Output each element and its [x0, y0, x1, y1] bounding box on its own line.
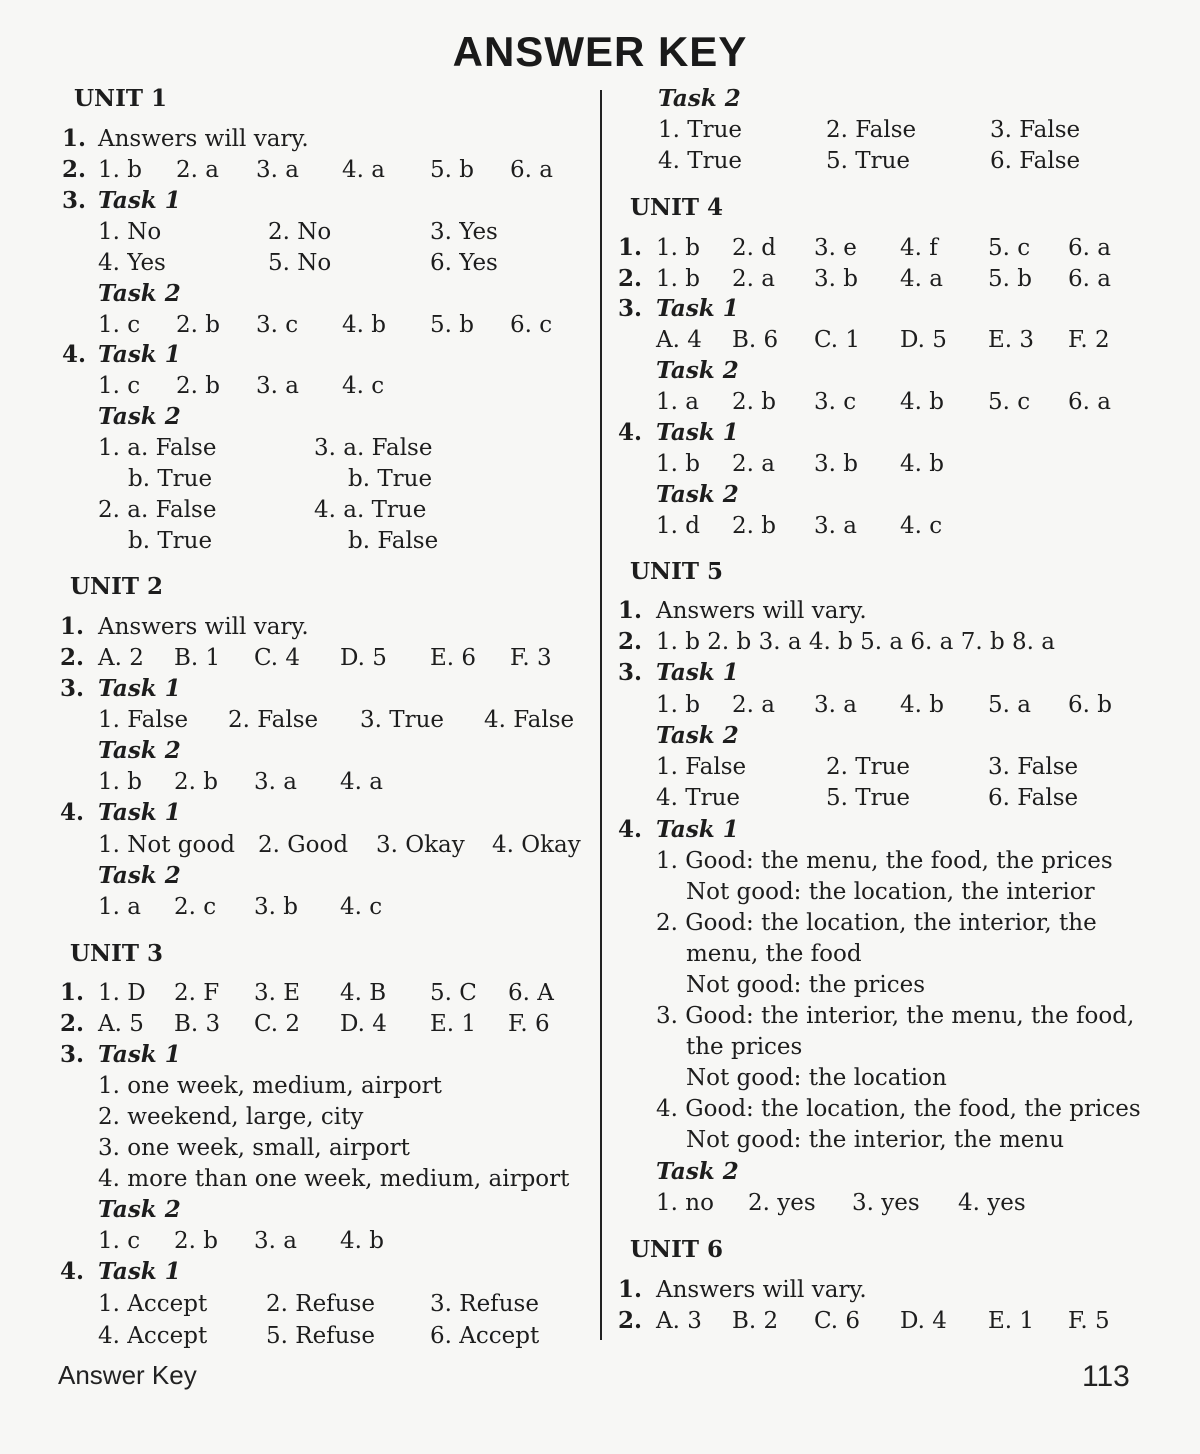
answer-line: [58, 340, 588, 370]
answer-cell: 1. Accept: [98, 1291, 208, 1317]
answer-line: [58, 705, 588, 735]
answer-cell: b. True: [348, 466, 433, 492]
answer-cell: 4. Okay: [492, 832, 581, 858]
question-number: 3.: [618, 659, 643, 686]
question-number: 2.: [618, 1307, 643, 1334]
question-number: 4.: [62, 341, 87, 368]
answer-cell: 1. a. False: [98, 435, 217, 461]
answer-cell: 6. a: [1068, 389, 1111, 415]
answer-line: [58, 612, 588, 642]
answer-cell: 4. b: [900, 451, 944, 477]
answer-cell: 1. c: [98, 312, 141, 338]
unit-heading: [614, 1235, 1154, 1265]
question-number: 1.: [62, 125, 87, 152]
answer-line: [58, 674, 588, 704]
answer-line: [614, 1275, 1154, 1305]
page-number: 113: [1082, 1360, 1130, 1393]
question-number: 4.: [60, 1258, 85, 1285]
column-divider: [600, 90, 602, 1340]
question-number: 3.: [618, 295, 643, 322]
answer-cell: 1. c: [98, 1228, 141, 1254]
unit-heading: [614, 193, 1154, 223]
answer-line: [614, 233, 1154, 263]
answer-cell: A. 3: [656, 1308, 702, 1334]
answer-cell: 3. Okay: [376, 832, 465, 858]
answer-cell: 4. c: [900, 513, 943, 539]
answer-cell: 5. True: [826, 785, 911, 811]
answer-line: [614, 480, 1154, 510]
answer-line: [58, 798, 588, 828]
answer-text: Answers will vary.: [656, 598, 867, 624]
answer-line: [58, 978, 588, 1008]
answer-cell: 4. c: [342, 373, 385, 399]
answer-cell: 1. Not good: [98, 832, 235, 858]
answer-cell: 4. True: [656, 785, 741, 811]
answer-cell: 4. True: [658, 148, 743, 174]
answer-cell: 1. b: [656, 235, 700, 261]
answer-line: [614, 146, 1154, 176]
unit-2-heading: UNIT 2: [70, 573, 163, 600]
answer-cell: F. 3: [510, 645, 552, 671]
task-label: Task 2: [98, 862, 181, 889]
answer-cell: B. 1: [174, 645, 221, 671]
answer-cell: F. 2: [1068, 327, 1110, 353]
answer-cell: 2. b: [732, 513, 776, 539]
answer-line: [614, 294, 1154, 324]
answer-cell: 2. No: [268, 219, 332, 245]
question-number: 3.: [60, 675, 85, 702]
answer-cell: 4. a: [340, 769, 383, 795]
answer-cell: 6. A: [508, 980, 554, 1006]
unit-heading: [58, 84, 588, 114]
answer-cell: 1. b: [656, 266, 700, 292]
answer-cell: 3. a: [814, 692, 857, 718]
answer-cell: b. False: [348, 528, 439, 554]
task-label: Task 1: [98, 187, 181, 214]
answer-line: [614, 84, 1154, 114]
answer-cell: 2. a. False: [98, 497, 217, 523]
answer-cell: 1. a: [656, 389, 699, 415]
question-number: 4.: [618, 816, 643, 843]
answer-line: [58, 1226, 588, 1256]
answer-cell: F. 5: [1068, 1308, 1110, 1334]
answer-cell: B. 6: [732, 327, 779, 353]
answer-line: [614, 1063, 1154, 1093]
answer-text: Not good: the location: [686, 1065, 947, 1091]
answer-line: [614, 721, 1154, 751]
task-label: Task 1: [656, 816, 739, 843]
answer-cell: 1. b: [656, 692, 700, 718]
answer-cell: 6. Yes: [430, 250, 498, 276]
answer-cell: 6. b: [1068, 692, 1112, 718]
answer-line: [614, 511, 1154, 541]
question-number: 3.: [60, 1041, 85, 1068]
answer-cell: F. 6: [508, 1011, 550, 1037]
answer-cell: 6. Accept: [430, 1323, 540, 1349]
unit-5-heading: UNIT 5: [630, 558, 723, 585]
answer-cell: 3. b: [814, 451, 858, 477]
answer-line: [614, 356, 1154, 386]
unit-1-heading: UNIT 1: [74, 85, 167, 112]
answer-line: [614, 815, 1154, 845]
answer-cell: 1. d: [656, 513, 700, 539]
question-number: 4.: [618, 419, 643, 446]
answer-line: [58, 1071, 588, 1101]
question-number: 2.: [618, 628, 643, 655]
answer-line: [614, 939, 1154, 969]
question-number: 1.: [618, 597, 643, 624]
answer-line: [614, 752, 1154, 782]
answer-cell: 1. b: [656, 451, 700, 477]
answer-cell: 3. False: [990, 117, 1081, 143]
answer-line: [614, 418, 1154, 448]
answer-line: [614, 627, 1154, 657]
answer-line: [58, 124, 588, 154]
answer-cell: 4. b: [900, 389, 944, 415]
answer-line: [58, 310, 588, 340]
answer-line: [614, 596, 1154, 626]
answer-cell: 2. True: [826, 754, 911, 780]
answer-line: [58, 464, 588, 494]
question-number: 1.: [618, 1276, 643, 1303]
question-number: 2.: [618, 265, 643, 292]
answer-cell: 3. Yes: [430, 219, 498, 245]
answer-cell: 3. a: [256, 157, 299, 183]
page-title: ANSWER KEY: [452, 28, 748, 75]
answer-cell: 2. a: [732, 692, 775, 718]
answer-line: [58, 279, 588, 309]
answer-cell: 2. Refuse: [266, 1291, 375, 1317]
answer-cell: C. 2: [254, 1011, 301, 1037]
task-label: Task 1: [98, 341, 181, 368]
answer-cell: 4. b: [900, 692, 944, 718]
answer-text: 2. Good: the location, the interior, the: [656, 910, 1097, 936]
answer-cell: 3. Refuse: [430, 1291, 539, 1317]
answer-text: the prices: [686, 1034, 803, 1060]
answer-text: 4. more than one week, medium, airport: [98, 1166, 570, 1192]
answer-cell: 5. Refuse: [266, 1323, 375, 1349]
answer-cell: 5. True: [826, 148, 911, 174]
answer-cell: 2. yes: [748, 1190, 816, 1216]
answer-cell: C. 4: [254, 645, 301, 671]
answer-cell: 5. No: [268, 250, 332, 276]
answer-cell: 4. a: [342, 157, 385, 183]
answer-line: [58, 1133, 588, 1163]
task-label: Task 1: [656, 659, 739, 686]
answer-line: [614, 264, 1154, 294]
answer-text: Answers will vary.: [656, 1277, 867, 1303]
answer-cell: 4. yes: [958, 1190, 1026, 1216]
question-number: 1.: [618, 234, 643, 261]
answer-cell: 3. a: [254, 769, 297, 795]
question-number: 3.: [62, 187, 87, 214]
answer-line: [58, 402, 588, 432]
answer-text: Not good: the prices: [686, 972, 926, 998]
answer-line: [614, 690, 1154, 720]
answer-line: [614, 449, 1154, 479]
answer-line: [614, 1306, 1154, 1336]
answer-cell: D. 4: [340, 1011, 387, 1037]
answer-cell: 3. False: [988, 754, 1079, 780]
answer-text: menu, the food: [686, 941, 862, 967]
answer-cell: 3. b: [254, 894, 298, 920]
answer-cell: 1. b: [98, 157, 142, 183]
task-label: Task 2: [98, 737, 181, 764]
answer-cell: 2. b: [176, 373, 220, 399]
answer-line: [614, 1094, 1154, 1124]
answer-cell: B. 2: [732, 1308, 779, 1334]
answer-line: [614, 908, 1154, 938]
answer-line: [58, 1257, 588, 1287]
answer-cell: 5. c: [988, 389, 1031, 415]
task-label: Task 1: [98, 1258, 181, 1285]
task-label: Task 2: [656, 1158, 739, 1185]
answer-line: [58, 736, 588, 766]
answer-line: [58, 861, 588, 891]
answer-cell: 2. c: [174, 894, 217, 920]
answer-text: 3. one week, small, airport: [98, 1135, 410, 1161]
answer-line: [614, 783, 1154, 813]
answer-cell: 1. b: [98, 769, 142, 795]
task-label: Task 1: [98, 799, 181, 826]
answer-cell: E. 1: [988, 1308, 1035, 1334]
answer-text: Answers will vary.: [98, 126, 309, 152]
answer-line: [614, 877, 1154, 907]
answer-cell: 5. c: [988, 235, 1031, 261]
answer-cell: 4. B: [340, 980, 387, 1006]
unit-4-heading: UNIT 4: [630, 194, 723, 221]
answer-cell: 1. a: [98, 894, 141, 920]
answer-cell: 3. e: [814, 235, 857, 261]
answer-cell: D. 4: [900, 1308, 947, 1334]
question-number: 1.: [60, 979, 85, 1006]
answer-cell: 2. F: [174, 980, 220, 1006]
answer-line: [58, 1040, 588, 1070]
answer-line: [58, 1164, 588, 1194]
answer-line: [58, 830, 588, 860]
answer-cell: 6. False: [990, 148, 1081, 174]
answer-cell: 2. b: [732, 389, 776, 415]
answer-cell: 3. a: [256, 373, 299, 399]
question-number: 2.: [60, 644, 85, 671]
answer-text: 1. Good: the menu, the food, the prices: [656, 848, 1113, 874]
answer-line: [614, 658, 1154, 688]
answer-cell: 4. c: [340, 894, 383, 920]
answer-cell: 1. c: [98, 373, 141, 399]
answer-cell: 4. Accept: [98, 1323, 208, 1349]
answer-cell: 6. a: [510, 157, 553, 183]
question-number: 2.: [60, 1010, 85, 1037]
task-label: Task 2: [98, 403, 181, 430]
answer-cell: 3. c: [814, 389, 857, 415]
answer-line: [58, 186, 588, 216]
task-label: Task 2: [98, 1196, 181, 1223]
task-label: Task 1: [656, 419, 739, 446]
answer-cell: 6. a: [1068, 266, 1111, 292]
unit-heading: [58, 572, 588, 602]
answer-cell: 1. False: [656, 754, 747, 780]
answer-cell: 3. yes: [852, 1190, 920, 1216]
answer-line: [58, 495, 588, 525]
answer-cell: 2. a: [732, 266, 775, 292]
answer-cell: 5. a: [988, 692, 1031, 718]
unit-heading: [58, 939, 588, 969]
answer-cell: 2. b: [174, 769, 218, 795]
answer-cell: 1. True: [658, 117, 743, 143]
answer-text: Not good: the location, the interior: [686, 879, 1095, 905]
answer-cell: 4. a. True: [314, 497, 427, 523]
answer-cell: 3. b: [814, 266, 858, 292]
answer-cell: B. 3: [174, 1011, 221, 1037]
answer-line: [58, 1321, 588, 1351]
answer-cell: 2. False: [228, 707, 319, 733]
task-label: Task 2: [656, 722, 739, 749]
answer-line: [58, 1102, 588, 1132]
answer-cell: 3. a: [254, 1228, 297, 1254]
task-label: Task 1: [656, 295, 739, 322]
answer-line: [614, 970, 1154, 1000]
answer-cell: E. 1: [430, 1011, 477, 1037]
answer-line: [614, 387, 1154, 417]
answer-cell: A. 5: [98, 1011, 144, 1037]
answer-text: 1. b 2. b 3. a 4. b 5. a 6. a 7. b 8. a: [656, 629, 1055, 655]
task-label: Task 2: [656, 481, 739, 508]
answer-cell: 2. a: [732, 451, 775, 477]
answer-cell: 3. a. False: [314, 435, 433, 461]
answer-line: [58, 433, 588, 463]
answer-line: [614, 1001, 1154, 1031]
answer-cell: C. 6: [814, 1308, 861, 1334]
task-label: Task 1: [98, 675, 181, 702]
answer-line: [614, 325, 1154, 355]
answer-cell: 4. Yes: [98, 250, 166, 276]
answer-line: [58, 1009, 588, 1039]
unit-heading: [614, 557, 1154, 587]
answer-cell: 1. No: [98, 219, 162, 245]
task-label: Task 2: [656, 357, 739, 384]
answer-line: [614, 846, 1154, 876]
task-label: Task 2: [98, 280, 181, 307]
answer-cell: b. True: [128, 466, 213, 492]
answer-cell: 3. E: [254, 980, 301, 1006]
answer-cell: 5. b: [430, 312, 474, 338]
answer-text: 3. Good: the interior, the menu, the food,: [656, 1003, 1135, 1029]
answer-line: [58, 643, 588, 673]
unit-3-heading: UNIT 3: [70, 940, 163, 967]
answer-line: [58, 526, 588, 556]
answer-line: [58, 248, 588, 278]
answer-line: [58, 1289, 588, 1319]
answer-cell: 2. False: [826, 117, 917, 143]
answer-text: 1. one week, medium, airport: [98, 1073, 442, 1099]
answer-cell: 4. f: [900, 235, 938, 261]
answer-line: [614, 1032, 1154, 1062]
answer-cell: 6. a: [1068, 235, 1111, 261]
answer-line: [614, 115, 1154, 145]
answer-cell: 6. False: [988, 785, 1079, 811]
answer-cell: 5. C: [430, 980, 477, 1006]
answer-line: [58, 1195, 588, 1225]
task-label: Task 2: [658, 85, 741, 112]
answer-cell: 4. False: [484, 707, 575, 733]
answer-text: 4. Good: the location, the food, the prices: [656, 1096, 1141, 1122]
answer-cell: 2. a: [176, 157, 219, 183]
answer-cell: 3. a: [814, 513, 857, 539]
answer-cell: 4. a: [900, 266, 943, 292]
task-label: Task 1: [98, 1041, 181, 1068]
answer-cell: 2. Good: [258, 832, 349, 858]
question-number: 2.: [62, 156, 87, 183]
answer-cell: D. 5: [900, 327, 947, 353]
answer-cell: 2. d: [732, 235, 776, 261]
answer-cell: 3. True: [360, 707, 445, 733]
answer-line: [58, 217, 588, 247]
answer-cell: A. 2: [98, 645, 144, 671]
answer-line: [58, 767, 588, 797]
answer-text: Answers will vary.: [98, 614, 309, 640]
answer-line: [58, 892, 588, 922]
answer-cell: A. 4: [656, 327, 702, 353]
answer-line: [614, 1125, 1154, 1155]
answer-cell: E. 3: [988, 327, 1035, 353]
question-number: 4.: [60, 799, 85, 826]
answer-cell: 6. c: [510, 312, 553, 338]
answer-cell: 4. b: [342, 312, 386, 338]
answer-cell: D. 5: [340, 645, 387, 671]
footer-label: Answer Key: [58, 1360, 197, 1390]
answer-cell: 2. b: [174, 1228, 218, 1254]
answer-line: [58, 155, 588, 185]
answer-cell: 1. D: [98, 980, 146, 1006]
question-number: 1.: [60, 613, 85, 640]
answer-text: Not good: the interior, the menu: [686, 1127, 1065, 1153]
answer-text: 2. weekend, large, city: [98, 1104, 364, 1130]
answer-cell: 5. b: [988, 266, 1032, 292]
answer-cell: 3. c: [256, 312, 299, 338]
answer-line: [614, 1188, 1154, 1218]
answer-cell: 1. False: [98, 707, 189, 733]
answer-line: [58, 371, 588, 401]
answer-cell: 5. b: [430, 157, 474, 183]
answer-cell: 4. b: [340, 1228, 384, 1254]
unit-6-heading: UNIT 6: [630, 1236, 723, 1263]
answer-cell: 2. b: [176, 312, 220, 338]
answer-cell: E. 6: [430, 645, 477, 671]
answer-cell: C. 1: [814, 327, 861, 353]
answer-line: [614, 1157, 1154, 1187]
answer-cell: b. True: [128, 528, 213, 554]
answer-cell: 1. no: [656, 1190, 714, 1216]
